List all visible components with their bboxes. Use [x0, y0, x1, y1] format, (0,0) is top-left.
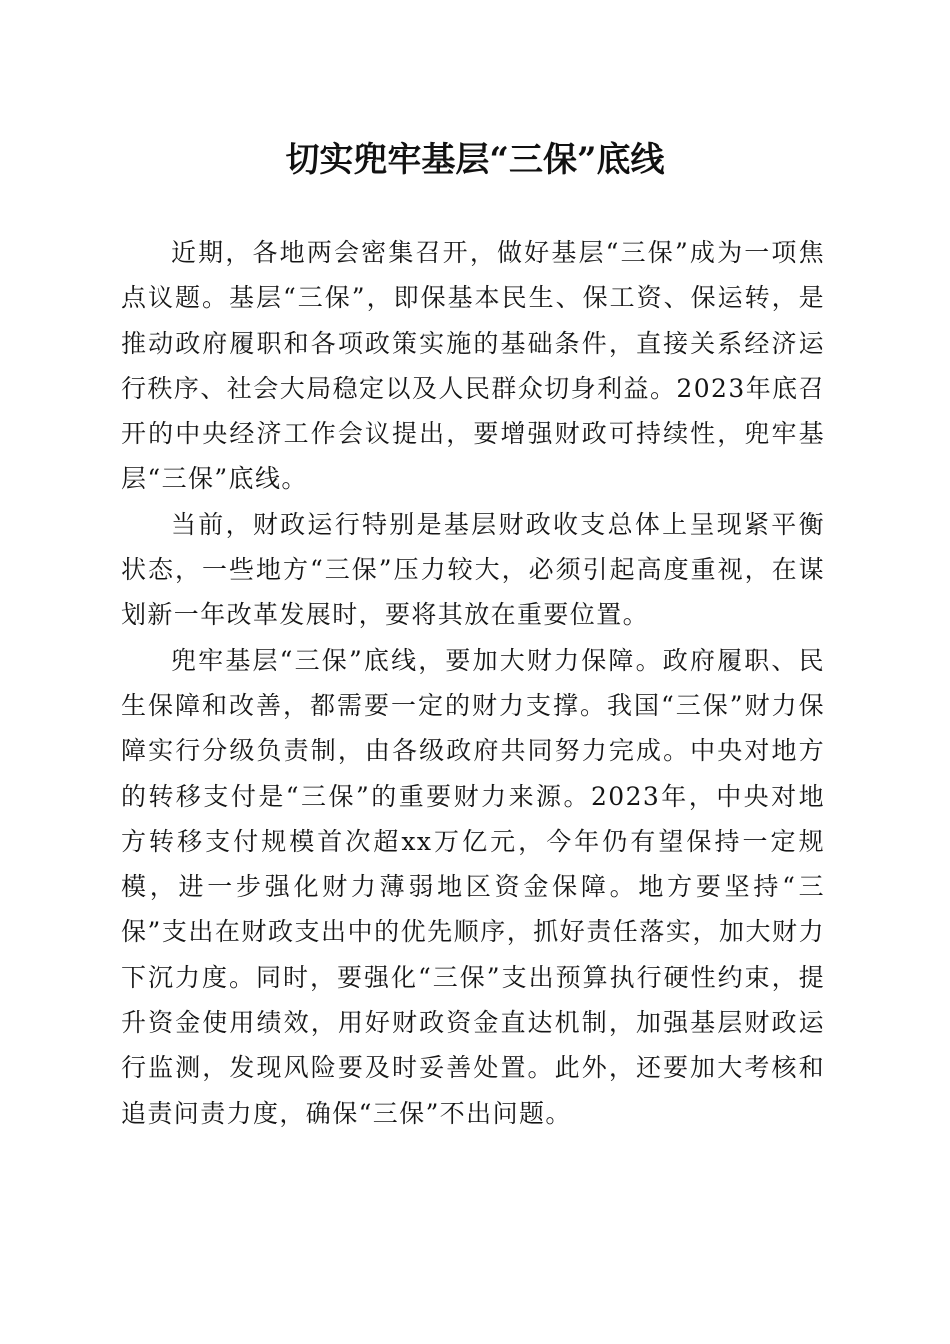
paragraph-3: 兜牢基层“三保”底线，要加大财力保障。政府履职、民生保障和改善，都需要一定的财力支撑。我国“三保”财力保障实行分级负责制，由各级政府共同努力完成。中央对地方的转移支付是“三保”的重要财力来源。2023年，中央对地方转移支付规模首次超xx万亿元，今年仍有望保持一定规模，进一步强化财力薄弱地区资金保障。地方要坚持“三保”支出在财政支出中的优先顺序，抓好责任落实，加大财力下沉力度。同时，要强化“三保”支出预算执行硬性约束，提升资金使用绩效，用好财政资金直达机制，加强基层财政运行监测，发现风险要及时妥善处置。此外，还要加大考核和追责问责力度，确保“三保”不出问题。	[121, 645, 825, 1128]
page-title: 切实兜牢基层“三保”底线	[285, 140, 665, 180]
paragraph-2: 当前，财政运行特别是基层财政收支总体上呈现紧平衡状态，一些地方“三保”压力较大，必须引起高度重视，在谋划新一年改革发展时，要将其放在重要位置。	[121, 509, 825, 630]
article-body	[121, 230, 825, 1136]
paragraph-1: 近期，各地两会密集召开，做好基层“三保”成为一项焦点议题。基层“三保”，即保基本民生、保工资、保运转，是推动政府履职和各项政策实施的基础条件，直接关系经济运行秩序、社会大局稳定以及人民群众切身利益。2023年底召开的中央经济工作会议提出，要增强财政可持续性，兜牢基层“三保”底线。	[121, 238, 825, 494]
